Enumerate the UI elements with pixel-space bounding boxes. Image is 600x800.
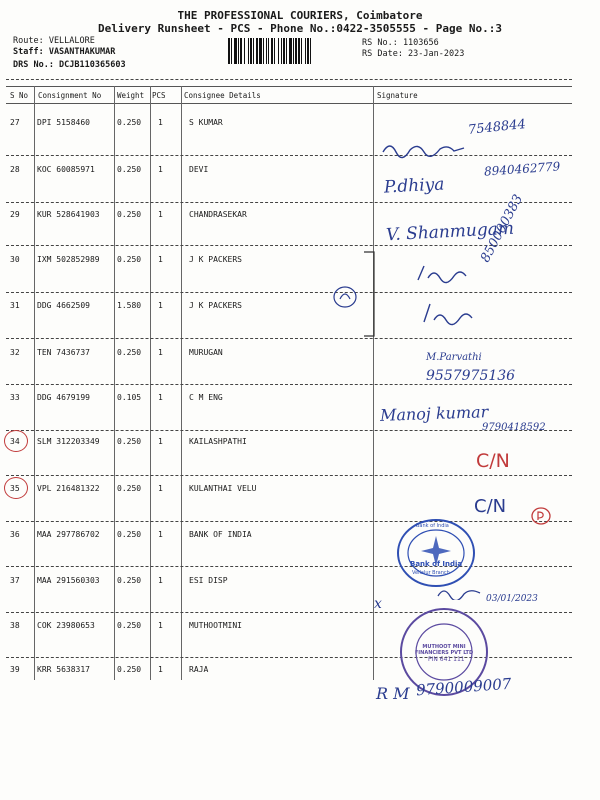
- handwritten-note: C/N: [474, 496, 507, 517]
- row-separator: [6, 384, 572, 385]
- handwritten-number: 9557975136: [426, 368, 516, 384]
- handwritten-number: 9790009007: [415, 674, 512, 700]
- column-divider: [34, 86, 35, 680]
- row-consignment: KOC 60085971: [37, 165, 95, 174]
- row-pcs: 1: [158, 484, 163, 493]
- bank-stamp-name: Bank of India: [410, 560, 463, 568]
- header-bottom-border: [6, 103, 572, 104]
- row-sno: 28: [10, 165, 20, 174]
- row-pcs: 1: [158, 393, 163, 402]
- table-top-border: [6, 86, 572, 87]
- row-weight: 0.250: [117, 165, 142, 174]
- row-consignee: CHANDRASEKAR: [189, 210, 247, 219]
- col-signature: Signature: [377, 91, 418, 100]
- row-separator: [6, 521, 572, 522]
- row-pcs: 1: [158, 437, 163, 446]
- row-sno: 27: [10, 118, 20, 127]
- company-title: THE PROFESSIONAL COURIERS, Coimbatore: [177, 9, 423, 22]
- handwritten-signature: R M: [376, 684, 410, 703]
- row-sno: 32: [10, 348, 20, 357]
- handwritten-number: 850000383: [478, 192, 527, 266]
- row-pcs: 1: [158, 165, 163, 174]
- row-pcs: 1: [158, 665, 163, 674]
- col-sno: S No: [10, 91, 29, 100]
- row-consignment: TEN 7436737: [37, 348, 90, 357]
- row-consignment: IXM 502852989: [37, 255, 100, 264]
- row-weight: 0.250: [117, 576, 142, 585]
- row-consignee: DEVI: [189, 165, 209, 174]
- row-consignee: C M ENG: [189, 393, 223, 402]
- row-consignment: MAA 291560303: [37, 576, 100, 585]
- handwritten-signature: M.Parvathi: [426, 352, 482, 363]
- handwritten-signature: [436, 584, 482, 600]
- row-sno: 29: [10, 210, 20, 219]
- barcode-bar: [311, 38, 313, 64]
- circle-mark: [4, 477, 28, 499]
- row-weight: 0.250: [117, 530, 142, 539]
- row-consignee: ESI DISP: [189, 576, 228, 585]
- row-pcs: 1: [158, 210, 163, 219]
- row-pcs: 1: [158, 301, 163, 310]
- column-divider: [150, 86, 151, 680]
- handwritten-mark: x: [374, 596, 382, 612]
- row-consignee: BANK OF INDIA: [189, 530, 252, 539]
- separator: [6, 79, 572, 80]
- handwritten-date: 03/01/2023: [486, 594, 538, 604]
- row-pcs: 1: [158, 530, 163, 539]
- row-consignment: VPL 216481322: [37, 484, 100, 493]
- runsheet-title: Delivery Runsheet - PCS - Phone No.:0422-3505555 - Page No.:3: [98, 22, 502, 35]
- row-sno: 37: [10, 576, 20, 585]
- bank-stamp-top: Bank of India: [416, 523, 449, 529]
- row-consignee: RAJA: [189, 665, 209, 674]
- rs-date: RS Date: 23-Jan-2023: [362, 49, 465, 59]
- circled-mark: [530, 506, 552, 526]
- row-pcs: 1: [158, 255, 163, 264]
- handwritten-signature: P.dhiya: [383, 174, 445, 198]
- row-separator: [6, 155, 572, 156]
- row-consignee: S KUMAR: [189, 118, 223, 127]
- row-separator: [6, 202, 572, 203]
- row-weight: 0.250: [117, 210, 142, 219]
- row-consignment: MAA 297786702: [37, 530, 100, 539]
- row-weight: 0.250: [117, 621, 142, 630]
- handwritten-number: 9790418592: [482, 422, 546, 433]
- bracket-mark: [360, 250, 380, 340]
- row-pcs: 1: [158, 621, 163, 630]
- row-separator: [6, 338, 572, 339]
- handwritten-signature: V. Shanmugam: [385, 218, 515, 246]
- row-pcs: 1: [158, 576, 163, 585]
- rs-number: RS No.: 1103656: [362, 38, 439, 48]
- row-separator: [6, 475, 572, 476]
- muthoot-stamp-ring: MUTHOOT MINI FINANCIERS PVT LTD: [414, 644, 474, 656]
- handwritten-signature: [380, 136, 466, 160]
- row-weight: 0.250: [117, 437, 142, 446]
- row-consignee: MURUGAN: [189, 348, 223, 357]
- row-sno: 35: [10, 484, 20, 493]
- drs-number: DRS No.: DCJB110365603: [13, 60, 126, 70]
- bank-stamp: [396, 518, 476, 592]
- row-consignment: KRR 5638317: [37, 665, 90, 674]
- handwritten-note: C/N: [476, 450, 510, 472]
- row-weight: 0.250: [117, 665, 142, 674]
- row-consignment: DPI 5158460: [37, 118, 90, 127]
- row-sno: 38: [10, 621, 20, 630]
- route-label: Route: VELLALORE: [13, 36, 95, 46]
- row-sno: 34: [10, 437, 20, 446]
- row-consignment: DDG 4662509: [37, 301, 90, 310]
- row-sno: 30: [10, 255, 20, 264]
- handwritten-signature: [420, 298, 476, 328]
- row-weight: 0.250: [117, 348, 142, 357]
- handwritten-signature: Manoj kumar: [379, 402, 489, 425]
- row-separator: [6, 292, 572, 293]
- col-consignment: Consignment No: [38, 91, 102, 100]
- column-divider: [373, 86, 374, 680]
- muthoot-stamp-pin: PIN 641 111: [428, 656, 465, 663]
- row-sno: 33: [10, 393, 20, 402]
- column-divider: [114, 86, 115, 680]
- row-consignment: DDG 4679199: [37, 393, 90, 402]
- col-pcs: PCS: [152, 91, 166, 100]
- col-consignee: Consignee Details: [184, 91, 261, 100]
- row-separator: [6, 566, 572, 567]
- row-consignee: J K PACKERS: [189, 255, 242, 264]
- row-weight: 0.250: [117, 255, 142, 264]
- row-pcs: 1: [158, 118, 163, 127]
- row-consignment: COK 23980653: [37, 621, 95, 630]
- row-sno: 36: [10, 530, 20, 539]
- row-sno: 39: [10, 665, 20, 674]
- row-consignee: KAILASHPATHI: [189, 437, 247, 446]
- row-consignment: SLM 312203349: [37, 437, 100, 446]
- row-consignee: J K PACKERS: [189, 301, 242, 310]
- barcode: [228, 38, 354, 64]
- row-pcs: 1: [158, 348, 163, 357]
- row-weight: 1.580: [117, 301, 142, 310]
- row-sno: 31: [10, 301, 20, 310]
- row-weight: 0.250: [117, 484, 142, 493]
- circle-mark: [4, 430, 28, 452]
- row-consignee: KULANTHAI VELU: [189, 484, 257, 493]
- row-weight: 0.105: [117, 393, 142, 402]
- row-weight: 0.250: [117, 118, 142, 127]
- bank-stamp-branch: Vellalur Branch: [412, 570, 450, 576]
- col-weight: Weight: [117, 91, 145, 100]
- column-divider: [181, 86, 182, 680]
- row-consignee: MUTHOOTMINI: [189, 621, 242, 630]
- circled-initial-mark: [332, 285, 358, 309]
- handwritten-number: 7548844: [467, 117, 527, 138]
- handwritten-signature: [414, 258, 470, 286]
- staff-label: Staff: VASANTHAKUMAR: [13, 47, 116, 57]
- row-consignment: KUR 528641903: [37, 210, 100, 219]
- handwritten-number: 8940462779: [483, 159, 561, 179]
